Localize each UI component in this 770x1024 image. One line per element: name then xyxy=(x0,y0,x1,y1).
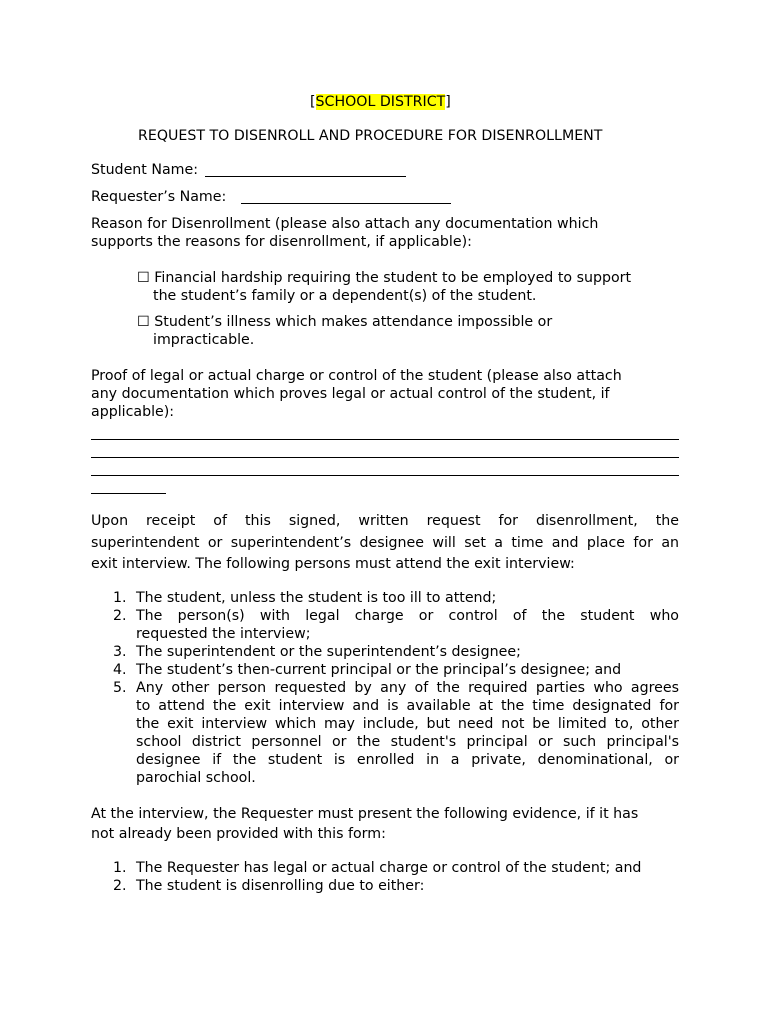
school-district-placeholder: SCHOOL DISTRICT xyxy=(315,94,446,110)
proof-line-2: any documentation which proves legal or actual control of the student, if xyxy=(91,386,610,402)
option-text: Student’s illness which makes attendance impossible or xyxy=(154,314,553,330)
list-item: The student, unless the student is too ill to attend; xyxy=(136,590,497,606)
list-item: The superintendent or the superintendent’s designee; xyxy=(136,644,521,660)
list-item: The student is disenrolling due to either: xyxy=(136,878,425,894)
list-item: The student’s then-current principal or the principal’s designee; and xyxy=(136,662,622,678)
option-text: Financial hardship requiring the student to be employed to support xyxy=(154,270,632,286)
proof-line-1: Proof of legal or actual charge or control of the student (please also attach xyxy=(91,368,622,384)
list-item-cont: the exit interview which may include, but need not be limited to, other xyxy=(136,716,679,732)
requester-name-blank[interactable] xyxy=(241,203,451,204)
option-financial-hardship-cont: the student’s family or a dependent(s) of the student. xyxy=(153,288,537,304)
option-student-illness-cont: impracticable. xyxy=(153,332,255,348)
list-number: 1. xyxy=(113,590,127,606)
district-heading xyxy=(310,93,451,111)
list-item-cont: to attend the exit interview and is available at the time designated for xyxy=(136,698,679,714)
list-number: 2. xyxy=(113,878,127,894)
student-name-label: Student Name: xyxy=(91,162,198,178)
reason-line-1: Reason for Disenrollment (please also attach any documentation which xyxy=(91,216,599,232)
list-item-cont: requested the interview; xyxy=(136,626,311,642)
student-name-blank[interactable] xyxy=(205,176,406,177)
list-item-cont: parochial school. xyxy=(136,770,256,786)
document-title: REQUEST TO DISENROLL AND PROCEDURE FOR DISENROLLMENT xyxy=(138,128,603,144)
list-item-cont: school district personnel or the student's principal or such principal's xyxy=(136,734,679,750)
list-item: The person(s) with legal charge or control of the student who xyxy=(136,608,679,624)
requester-name-field xyxy=(91,188,226,206)
proof-blank-line[interactable] xyxy=(91,493,166,494)
proof-blank-line[interactable] xyxy=(91,439,679,440)
list-item: Any other person requested by any of the required parties who agrees xyxy=(136,680,679,696)
list-item-cont: designee if the student is enrolled in a private, denominational, or xyxy=(136,752,679,768)
list-number: 4. xyxy=(113,662,127,678)
list-number: 1. xyxy=(113,860,127,876)
proof-blank-line[interactable] xyxy=(91,475,679,476)
list-item: The Requester has legal or actual charge or control of the student; and xyxy=(136,860,642,876)
proof-blank-line[interactable] xyxy=(91,457,679,458)
list-number: 2. xyxy=(113,608,127,624)
checkbox-icon[interactable]: ☐ xyxy=(137,270,150,286)
reason-line-2: supports the reasons for disenrollment, if applicable): xyxy=(91,234,472,250)
list-number: 3. xyxy=(113,644,127,660)
evidence-para-line-1: At the interview, the Requester must present the following evidence, if it has xyxy=(91,806,639,822)
option-financial-hardship[interactable] xyxy=(137,269,631,287)
list-number: 5. xyxy=(113,680,127,696)
evidence-para-line-2: not already been provided with this form: xyxy=(91,826,386,842)
exit-para-line-2: superintendent or superintendent’s designee will set a time and place for an xyxy=(91,535,679,551)
exit-para-line-3: exit interview. The following persons must attend the exit interview: xyxy=(91,556,575,572)
requester-name-label: Requester’s Name: xyxy=(91,189,227,205)
student-name-field xyxy=(91,161,198,179)
checkbox-icon[interactable]: ☐ xyxy=(137,314,150,330)
bracket-open: [ xyxy=(310,94,316,110)
exit-para-line-1: Upon receipt of this signed, written request for disenrollment, the xyxy=(91,513,679,529)
proof-line-3: applicable): xyxy=(91,404,175,420)
option-student-illness[interactable] xyxy=(137,313,552,331)
bracket-close: ] xyxy=(445,94,451,110)
